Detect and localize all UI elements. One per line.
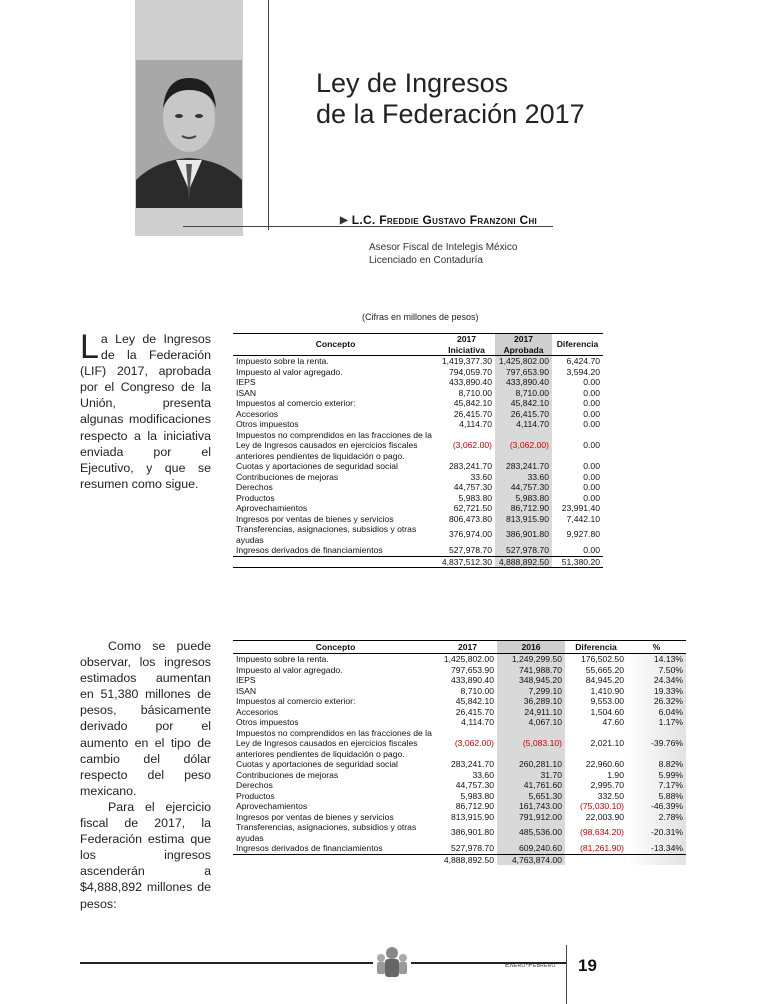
row-label: Impuestos no comprendidos en las fracciones de la Ley de Ingresos causados en ejercicios fiscales anteriores pendientes de liquidación o pago. bbox=[236, 429, 432, 461]
row-value: 161,743.00 bbox=[497, 801, 565, 812]
row-label: Ingresos por ventas de bienes y servicios bbox=[236, 811, 394, 822]
row-value: 7,299.10 bbox=[497, 686, 565, 697]
row-value: 14.13% bbox=[627, 654, 686, 665]
row-value: 0.00 bbox=[583, 461, 600, 471]
row-value: 9,553.00 bbox=[590, 696, 624, 706]
author-name: L.C. Freddie Gustavo Franzoni Chi bbox=[351, 213, 538, 227]
table-row bbox=[233, 812, 686, 823]
row-value: 45,842.10 bbox=[495, 398, 552, 409]
row-value: 84,945.20 bbox=[585, 675, 624, 685]
table-row bbox=[233, 377, 603, 388]
total-spacer bbox=[233, 854, 438, 865]
row-label: Productos bbox=[236, 790, 275, 801]
table-row bbox=[233, 759, 686, 770]
table-total-row bbox=[233, 556, 603, 568]
row-value: 7,442.10 bbox=[566, 513, 600, 524]
row-label: IEPS bbox=[236, 675, 256, 685]
row-label: Aprovechamientos bbox=[236, 503, 308, 513]
row-label: ISAN bbox=[236, 685, 257, 696]
total-value: 4,837,512.30 bbox=[438, 556, 495, 568]
row-value: (3,062.00) bbox=[495, 430, 552, 462]
row-value: 8,710.00 bbox=[495, 388, 552, 399]
row-value: 33.60 bbox=[495, 472, 552, 483]
total-value: 4,763,874.00 bbox=[497, 854, 565, 865]
row-value: 2.78% bbox=[627, 812, 686, 823]
table-row bbox=[233, 503, 603, 514]
row-value: 44,757.30 bbox=[495, 482, 552, 493]
row-value: 19.33% bbox=[627, 686, 686, 697]
author-byline bbox=[340, 213, 537, 227]
row-label: Ingresos derivados de financiamientos bbox=[236, 843, 383, 853]
row-value: 45,842.10 bbox=[453, 398, 492, 408]
row-value: (5,083.10) bbox=[497, 728, 565, 760]
issue-label: Enero-Febrero bbox=[505, 962, 556, 969]
row-label: IEPS bbox=[236, 377, 256, 387]
magazine-logo-icon bbox=[373, 944, 411, 982]
table-row bbox=[233, 791, 686, 802]
author-role bbox=[369, 241, 517, 267]
total-value: 4,888,892.50 bbox=[495, 556, 552, 568]
row-value: 0.00 bbox=[583, 398, 600, 408]
row-value: 4,114.70 bbox=[461, 717, 494, 727]
row-value: -46.39% bbox=[627, 801, 686, 812]
table-row bbox=[233, 367, 603, 378]
intro-paragraph bbox=[80, 328, 211, 492]
row-value: 376,974.00 bbox=[448, 529, 492, 540]
row-value: 0.00 bbox=[583, 408, 600, 419]
table-row bbox=[233, 524, 603, 545]
row-value: 44,757.30 bbox=[453, 482, 492, 492]
table-row bbox=[233, 770, 686, 781]
role-line-2: Licenciado en Contaduría bbox=[369, 255, 483, 266]
row-value: 797,653.90 bbox=[450, 664, 494, 675]
row-value: 1,419,377.30 bbox=[441, 356, 492, 366]
row-value: (81,261.90) bbox=[580, 843, 624, 853]
row-value: 24.34% bbox=[627, 675, 686, 686]
row-value: 7.17% bbox=[627, 780, 686, 791]
row-value: 5,983.80 bbox=[495, 493, 552, 504]
row-value: 794,059.70 bbox=[448, 366, 492, 377]
row-value: 527,978.70 bbox=[450, 843, 494, 853]
table-row bbox=[233, 493, 603, 504]
row-label: Contribuciones de mejoras bbox=[236, 471, 339, 482]
row-value: 797,653.90 bbox=[495, 367, 552, 378]
row-value: 86,712.90 bbox=[495, 503, 552, 514]
row-label: ISAN bbox=[236, 387, 257, 398]
row-value: 26.32% bbox=[627, 696, 686, 707]
row-value: -20.31% bbox=[627, 822, 686, 843]
row-value: 6,424.70 bbox=[566, 356, 600, 366]
column-header: 2017 Iniciativa bbox=[438, 334, 495, 356]
title-line-1: Ley de Ingresos bbox=[316, 68, 509, 98]
row-label: Derechos bbox=[236, 482, 273, 492]
column-header: 2017 bbox=[438, 641, 497, 654]
table-row bbox=[233, 780, 686, 791]
row-value: 527,978.70 bbox=[495, 545, 552, 556]
table-row bbox=[233, 419, 603, 430]
row-value: 0.00 bbox=[583, 387, 600, 398]
row-label: Ingresos derivados de financiamientos bbox=[236, 545, 383, 555]
page-number: 19 bbox=[578, 956, 597, 975]
table-total-row bbox=[233, 854, 686, 865]
table-row bbox=[233, 675, 686, 686]
table-row bbox=[233, 843, 686, 854]
row-value: (98,634.20) bbox=[580, 827, 624, 838]
row-value: 3,594.20 bbox=[566, 366, 600, 377]
row-value: 24,911.10 bbox=[497, 707, 565, 718]
row-value: 4,067.10 bbox=[497, 717, 565, 728]
row-value: 806,473.80 bbox=[448, 513, 492, 524]
row-value: 9,927.80 bbox=[566, 529, 600, 540]
column-header: % bbox=[627, 641, 686, 654]
row-label: Transferencias, asignaciones, subsidios y otras ayudas bbox=[236, 524, 417, 545]
row-label: Otros impuestos bbox=[236, 419, 299, 429]
role-line-1: Asesor Fiscal de Intelegis México bbox=[369, 242, 518, 253]
row-value: 0.00 bbox=[583, 377, 600, 387]
row-label: Aprovechamientos bbox=[236, 801, 308, 811]
row-value: 386,901.80 bbox=[495, 524, 552, 545]
row-value: 0.00 bbox=[583, 545, 600, 555]
row-value: 283,241.70 bbox=[450, 759, 494, 769]
table-row bbox=[233, 514, 603, 525]
row-value: 609,240.60 bbox=[497, 843, 565, 854]
row-value: 8,710.00 bbox=[458, 387, 492, 398]
row-value: 22,960.60 bbox=[585, 759, 624, 769]
row-label: Cuotas y aportaciones de seguridad social bbox=[236, 461, 398, 471]
row-value: 485,536.00 bbox=[497, 822, 565, 843]
row-label: Ingresos por ventas de bienes y servicios bbox=[236, 513, 394, 524]
total-spacer bbox=[233, 556, 438, 568]
body-paragraph-1: Como se puede observar, los ingresos estimados aumentan en 51,380 millones de pesos, básicamente derivado por el aumento en el tipo de cambio del dólar respecto del peso mexicano. bbox=[80, 639, 211, 798]
row-value: 0.00 bbox=[583, 492, 600, 503]
row-value: 260,281.10 bbox=[497, 759, 565, 770]
row-value: 433,890.40 bbox=[495, 377, 552, 388]
row-value: 1,504.60 bbox=[590, 706, 624, 717]
row-value: 386,901.80 bbox=[450, 827, 494, 838]
row-value: 23,991.40 bbox=[561, 503, 600, 513]
row-value: 283,241.70 bbox=[448, 461, 492, 471]
row-value: 47.60 bbox=[602, 717, 624, 727]
row-value: 5.88% bbox=[627, 791, 686, 802]
row-value: 1.90 bbox=[607, 769, 624, 780]
row-label: Impuesto sobre la renta. bbox=[236, 356, 329, 366]
row-value: 8.82% bbox=[627, 759, 686, 770]
row-value: 33.60 bbox=[470, 471, 492, 482]
row-label: Productos bbox=[236, 492, 275, 503]
author-photo bbox=[136, 60, 242, 208]
row-value: 26,415.70 bbox=[455, 706, 494, 717]
row-value: 791,912.00 bbox=[497, 812, 565, 823]
row-value: 5.99% bbox=[627, 770, 686, 781]
column-header: Concepto bbox=[233, 334, 438, 356]
row-value: 5,983.80 bbox=[458, 492, 492, 503]
table-row bbox=[233, 654, 686, 665]
table-row bbox=[233, 665, 686, 676]
row-value: 813,915.90 bbox=[495, 514, 552, 525]
row-value: 86,712.90 bbox=[455, 801, 494, 811]
row-value: 31.70 bbox=[497, 770, 565, 781]
row-label: Impuestos no comprendidos en las fracciones de la Ley de Ingresos causados en ejercicios fiscales anteriores pendientes de liquidación o pago. bbox=[236, 727, 432, 759]
row-value: 433,890.40 bbox=[448, 377, 492, 387]
row-value: 4,114.70 bbox=[495, 419, 552, 430]
table-row bbox=[233, 822, 686, 843]
row-value: 26,415.70 bbox=[453, 408, 492, 419]
column-header: Diferencia bbox=[552, 334, 603, 356]
row-value: 1,410.90 bbox=[590, 685, 624, 696]
row-label: Accesorios bbox=[236, 408, 279, 419]
row-value: 0.00 bbox=[583, 482, 600, 492]
row-value: 41,761.60 bbox=[497, 780, 565, 791]
row-value: 5,983.80 bbox=[460, 790, 494, 801]
row-label: Derechos bbox=[236, 780, 273, 790]
row-value: 22,003.90 bbox=[585, 811, 624, 822]
row-value: 741,988.70 bbox=[497, 665, 565, 676]
table-row bbox=[233, 430, 603, 462]
table-row bbox=[233, 728, 686, 760]
row-value: 527,978.70 bbox=[448, 545, 492, 555]
row-value: 36,289.10 bbox=[497, 696, 565, 707]
table-header-row bbox=[233, 641, 686, 654]
body-text bbox=[80, 638, 211, 912]
row-value: -13.34% bbox=[627, 843, 686, 854]
article-title bbox=[316, 68, 585, 130]
total-value: 51,380.20 bbox=[552, 556, 603, 568]
total-spacer bbox=[565, 854, 627, 865]
row-value: -39.76% bbox=[627, 728, 686, 760]
row-value: 44,757.30 bbox=[455, 780, 494, 790]
table-row bbox=[233, 545, 603, 556]
total-value: 4,888,892.50 bbox=[438, 854, 497, 865]
table-row bbox=[233, 696, 686, 707]
table-row bbox=[233, 686, 686, 697]
row-value: (3,062.00) bbox=[452, 440, 492, 450]
row-value: 62,721.50 bbox=[453, 503, 492, 513]
row-value: 332.50 bbox=[597, 790, 624, 801]
row-value: 433,890.40 bbox=[450, 675, 494, 685]
triangle-right-icon: ▶ bbox=[340, 214, 348, 226]
row-value: 1.17% bbox=[627, 717, 686, 728]
table-row bbox=[233, 398, 603, 409]
row-value: 176,502.50 bbox=[580, 654, 624, 664]
row-value: 2,021.10 bbox=[590, 738, 624, 748]
table-row bbox=[233, 717, 686, 728]
table-initiative-vs-approved bbox=[233, 333, 603, 568]
row-value: 0.00 bbox=[583, 419, 600, 429]
table-row bbox=[233, 461, 603, 472]
row-value: 283,241.70 bbox=[495, 461, 552, 472]
row-label: Cuotas y aportaciones de seguridad social bbox=[236, 759, 398, 769]
row-value: (75,030.10) bbox=[580, 801, 624, 811]
row-value: 813,915.90 bbox=[450, 811, 494, 822]
table-caption: (Cifras en millones de pesos) bbox=[362, 312, 479, 322]
title-line-2: de la Federación 2017 bbox=[316, 99, 585, 129]
row-value: 26,415.70 bbox=[495, 409, 552, 420]
row-value: 1,425,802.00 bbox=[443, 654, 494, 664]
table-row bbox=[233, 707, 686, 718]
table-row bbox=[233, 482, 603, 493]
row-value: 55,665.20 bbox=[585, 664, 624, 675]
row-value: 0.00 bbox=[583, 440, 600, 450]
row-label: Impuestos al comercio exterior: bbox=[236, 696, 356, 706]
column-header: Diferencia bbox=[565, 641, 627, 654]
row-value: 45,842.10 bbox=[455, 696, 494, 706]
footer-divider bbox=[566, 945, 567, 1004]
row-label: Accesorios bbox=[236, 706, 279, 717]
table-row bbox=[233, 356, 603, 367]
column-header: Concepto bbox=[233, 641, 438, 654]
table-row bbox=[233, 472, 603, 483]
row-value: 8,710.00 bbox=[460, 685, 494, 696]
row-value: 348,945.20 bbox=[497, 675, 565, 686]
row-value: 0.00 bbox=[583, 471, 600, 482]
row-label: Impuesto al valor agregado. bbox=[236, 366, 343, 377]
row-value: 1,249,299.50 bbox=[497, 654, 565, 665]
drop-cap: L bbox=[80, 328, 99, 366]
table-row bbox=[233, 409, 603, 420]
row-value: 2,995.70 bbox=[590, 780, 624, 790]
column-header: 2016 bbox=[497, 641, 565, 654]
footer-rule bbox=[80, 962, 566, 964]
table-header-row bbox=[233, 334, 603, 356]
table-2017-vs-2016 bbox=[233, 640, 686, 865]
row-value: 33.60 bbox=[472, 769, 494, 780]
row-value: 4,114.70 bbox=[459, 419, 492, 429]
row-label: Transferencias, asignaciones, subsidios y otras ayudas bbox=[236, 822, 417, 843]
table-row bbox=[233, 388, 603, 399]
row-value: 6.04% bbox=[627, 707, 686, 718]
row-label: Contribuciones de mejoras bbox=[236, 769, 339, 780]
row-label: Impuesto al valor agregado. bbox=[236, 664, 343, 675]
row-label: Impuestos al comercio exterior: bbox=[236, 398, 356, 408]
table-row bbox=[233, 801, 686, 812]
row-value: 1,425,802.00 bbox=[495, 356, 552, 367]
row-label: Impuesto sobre la renta. bbox=[236, 654, 329, 664]
total-spacer bbox=[627, 854, 686, 865]
row-value: 5,651.30 bbox=[497, 791, 565, 802]
row-value: 7.50% bbox=[627, 665, 686, 676]
row-label: Otros impuestos bbox=[236, 717, 299, 727]
header-rule bbox=[268, 0, 269, 230]
body-paragraph-2: Para el ejercicio fiscal de 2017, la Federación estima que los ingresos ascenderán a $4,888,892 millones de pesos: bbox=[80, 799, 211, 911]
row-value: (3,062.00) bbox=[454, 738, 494, 748]
intro-text: a Ley de Ingresos de la Federación (LIF) 2017, aprobada por el Congreso de la Unión, presenta algunas modificaciones respecto a la iniciativa enviada por el Ejecutivo, y que se resumen como sigue. bbox=[80, 332, 211, 491]
column-header: 2017 Aprobada bbox=[495, 334, 552, 356]
